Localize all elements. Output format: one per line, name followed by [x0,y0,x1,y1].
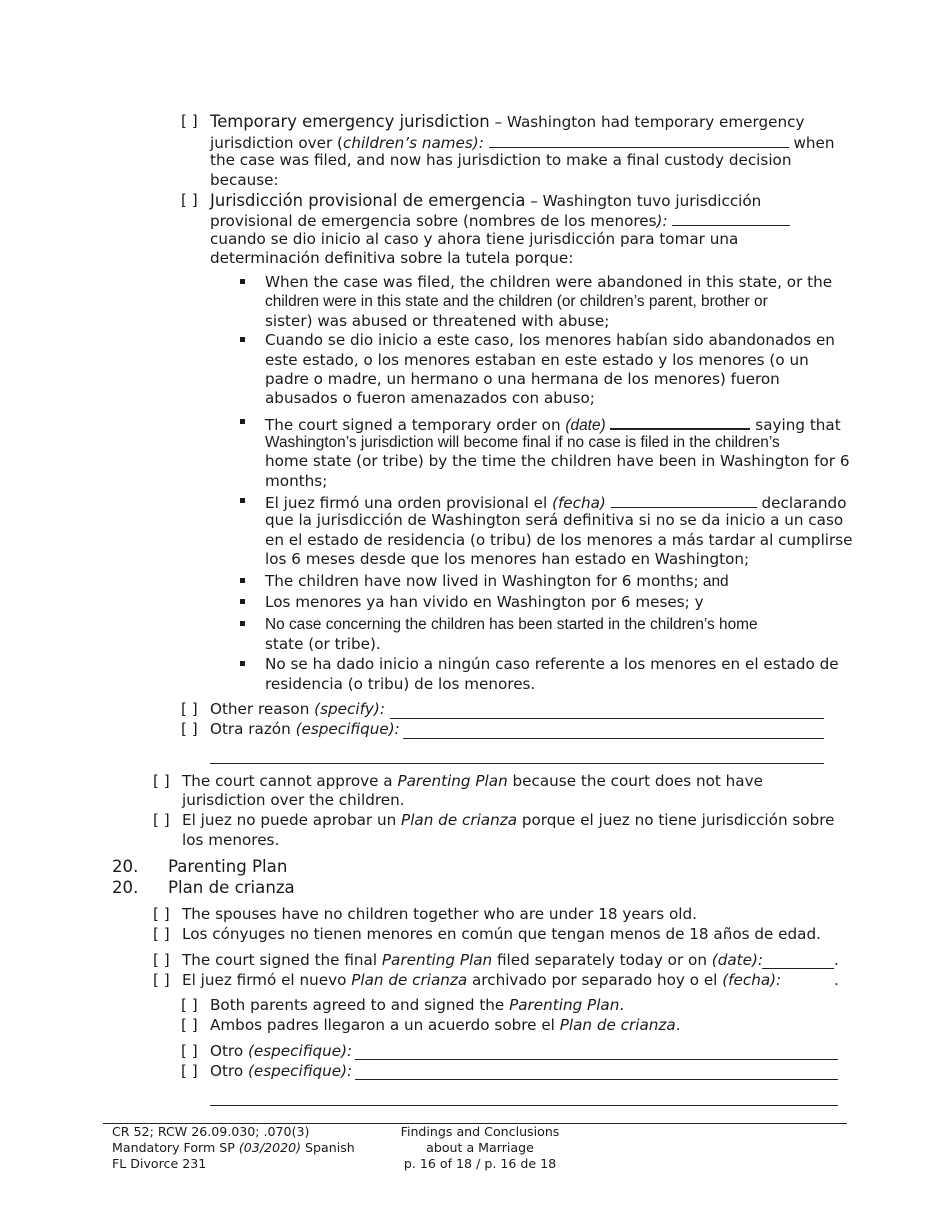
bullet-5: The children have now lived in Washington for 6 months; and [265,572,729,590]
checkbox[interactable]: [ ] [181,112,198,130]
section-title-en: Parenting Plan [168,857,288,876]
orden-provisional-fecha-blank[interactable] [611,492,757,508]
temp-en-line-4: because: [210,171,279,189]
bullet-4-line-2: que la jurisdicción de Washington será definitiva si no se da inicio a un caso [265,511,844,529]
bullet-8-line-2: residencia (o tribu) de los menores. [265,675,536,693]
parents-agreed-es: Ambos padres llegaron a un acuerdo sobre el Plan de crianza. [210,1016,681,1034]
bullet-3-line-1: The court signed a temporary order on (date) saying that [265,413,841,436]
section-title-es: Plan de crianza [168,878,295,897]
otro-2-blank[interactable] [355,1079,838,1080]
page-number: p. 16 of 18 / p. 16 de 18 [403,1156,557,1171]
no-children-es: Los cónyuges no tienen menores en común que tengan menos de 18 años de edad. [182,925,821,943]
bullet-7-line-2: state (or tribe). [265,635,381,653]
other-reason-en: Other reason (specify): [210,700,385,718]
section-number: 20. [112,878,139,897]
bullet-1-line-2: children were in this state and the children (or children’s parent, brother or [265,293,768,310]
checkbox[interactable]: [ ] [181,1042,198,1060]
bullet-2-line-2: este estado, o los menores estaban en este estado y los menores (o un [265,351,809,369]
bullet-6: Los menores ya han vivido en Washington por 6 meses; y [265,593,704,611]
bullet-1-line-3: sister) was abused or threatened with abuse; [265,312,610,330]
bullet-3-line-3: home state (or tribe) by the time the children have been in Washington for 6 [265,452,850,470]
period: . [834,971,839,989]
otra-razon-blank[interactable] [403,738,824,739]
signed-date-blank[interactable] [762,968,834,969]
square-bullet-icon [240,599,245,604]
cannot-approve-es-line-1: El juez no puede aprobar un Plan de crianza porque el juez no tiene jurisdicción sobre [182,811,835,829]
footer-form-number: FL Divorce 231 [112,1156,207,1171]
signed-plan-es: El juez firmó el nuevo Plan de crianza archivado por separado hoy o el (fecha): [182,971,782,989]
checkbox[interactable]: [ ] [153,971,170,989]
checkbox[interactable]: [ ] [153,905,170,923]
checkbox[interactable]: [ ] [181,1016,198,1034]
square-bullet-icon [240,578,245,583]
temp-es-line-4: determinación definitiva sobre la tutela porque: [210,249,574,267]
temporary-order-date-blank[interactable] [610,413,750,430]
footer-form-id: Mandatory Form SP (03/2020) Spanish [112,1140,355,1155]
bullet-3-line-4: months; [265,472,328,490]
footer-rule-citation: CR 52; RCW 26.09.030; .070(3) [112,1124,310,1139]
otro-2: Otro (especifique): [210,1062,353,1080]
bullet-2-line-1: Cuando se dio inicio a este caso, los menores habían sido abandonados en [265,331,835,349]
temp-en-line-3: the case was filed, and now has jurisdiction to make a final custody decision [210,151,792,169]
checkbox[interactable]: [ ] [153,811,170,829]
footer-subtitle: about a Marriage [426,1140,534,1155]
otro-blank-line-2[interactable] [210,1105,838,1106]
temp-es-line-1: Jurisdicción provisional de emergencia – Washington tuvo jurisdicción [210,191,762,210]
other-reason-blank[interactable] [390,718,824,719]
temp-es-line-2: provisional de emergencia sobre (nombres de los menores): [210,210,790,232]
bullet-4-line-3: en el estado de residencia (o tribu) de los menores a más tardar al cumplirse [265,531,853,549]
section-number: 20. [112,857,139,876]
checkbox[interactable]: [ ] [153,772,170,790]
bullet-4-line-1: El juez firmó una orden provisional el (fecha) declarando [265,494,847,512]
square-bullet-icon [240,337,245,342]
signed-plan-en: The court signed the final Parenting Plan filed separately today or on (date): [182,951,764,969]
other-reason-es: Otra razón (especifique): [210,720,400,738]
temp-en-line-2: jurisdiction over (children’s names): when [210,134,835,152]
checkbox[interactable]: [ ] [181,1062,198,1080]
bullet-4-line-4: los 6 meses desde que los menores han estado en Washington; [265,550,750,568]
bullet-8-line-1: No se ha dado inicio a ningún caso referente a los menores en el estado de [265,655,839,673]
bullet-1-line-1: When the case was filed, the children were abandoned in this state, or the [265,273,833,291]
cannot-approve-en-line-2: jurisdiction over the children. [182,791,405,809]
checkbox[interactable]: [ ] [153,925,170,943]
square-bullet-icon [240,498,245,503]
otro-1: Otro (especifique): [210,1042,353,1060]
bullet-3-line-2: Washington’s jurisdiction will become final if no case is filed in the children’s [265,434,780,451]
otra-razon-blank-line-2[interactable] [210,763,824,764]
checkbox[interactable]: [ ] [153,951,170,969]
children-names-blank[interactable] [489,132,789,148]
temp-es-line-3: cuando se dio inicio al caso y ahora tiene jurisdicción para tomar una [210,230,739,248]
bullet-2-line-3: padre o madre, un hermano o una hermana de los menores) fueron [265,370,780,388]
period: . [834,951,839,969]
square-bullet-icon [240,279,245,284]
temp-en-line-1: Temporary emergency jurisdiction – Washington had temporary emergency [210,112,805,131]
checkbox[interactable]: [ ] [181,720,198,738]
nombres-menores-blank[interactable] [672,210,790,226]
checkbox[interactable]: [ ] [181,700,198,718]
bullet-7-line-1: No case concerning the children has been started in the children’s home [265,616,758,633]
footer-title: Findings and Conclusions [400,1124,560,1139]
cannot-approve-en-line-1: The court cannot approve a Parenting Plan because the court does not have [182,772,763,790]
square-bullet-icon [240,661,245,666]
no-children-en: The spouses have no children together who are under 18 years old. [182,905,697,923]
cannot-approve-es-line-2: los menores. [182,831,280,849]
checkbox[interactable]: [ ] [181,996,198,1014]
otro-1-blank[interactable] [355,1059,838,1060]
square-bullet-icon [240,419,245,424]
square-bullet-icon [240,621,245,626]
parents-agreed-en: Both parents agreed to and signed the Parenting Plan. [210,996,625,1014]
checkbox[interactable]: [ ] [181,191,198,209]
bullet-2-line-4: abusados o fueron amenazados con abuso; [265,389,595,407]
